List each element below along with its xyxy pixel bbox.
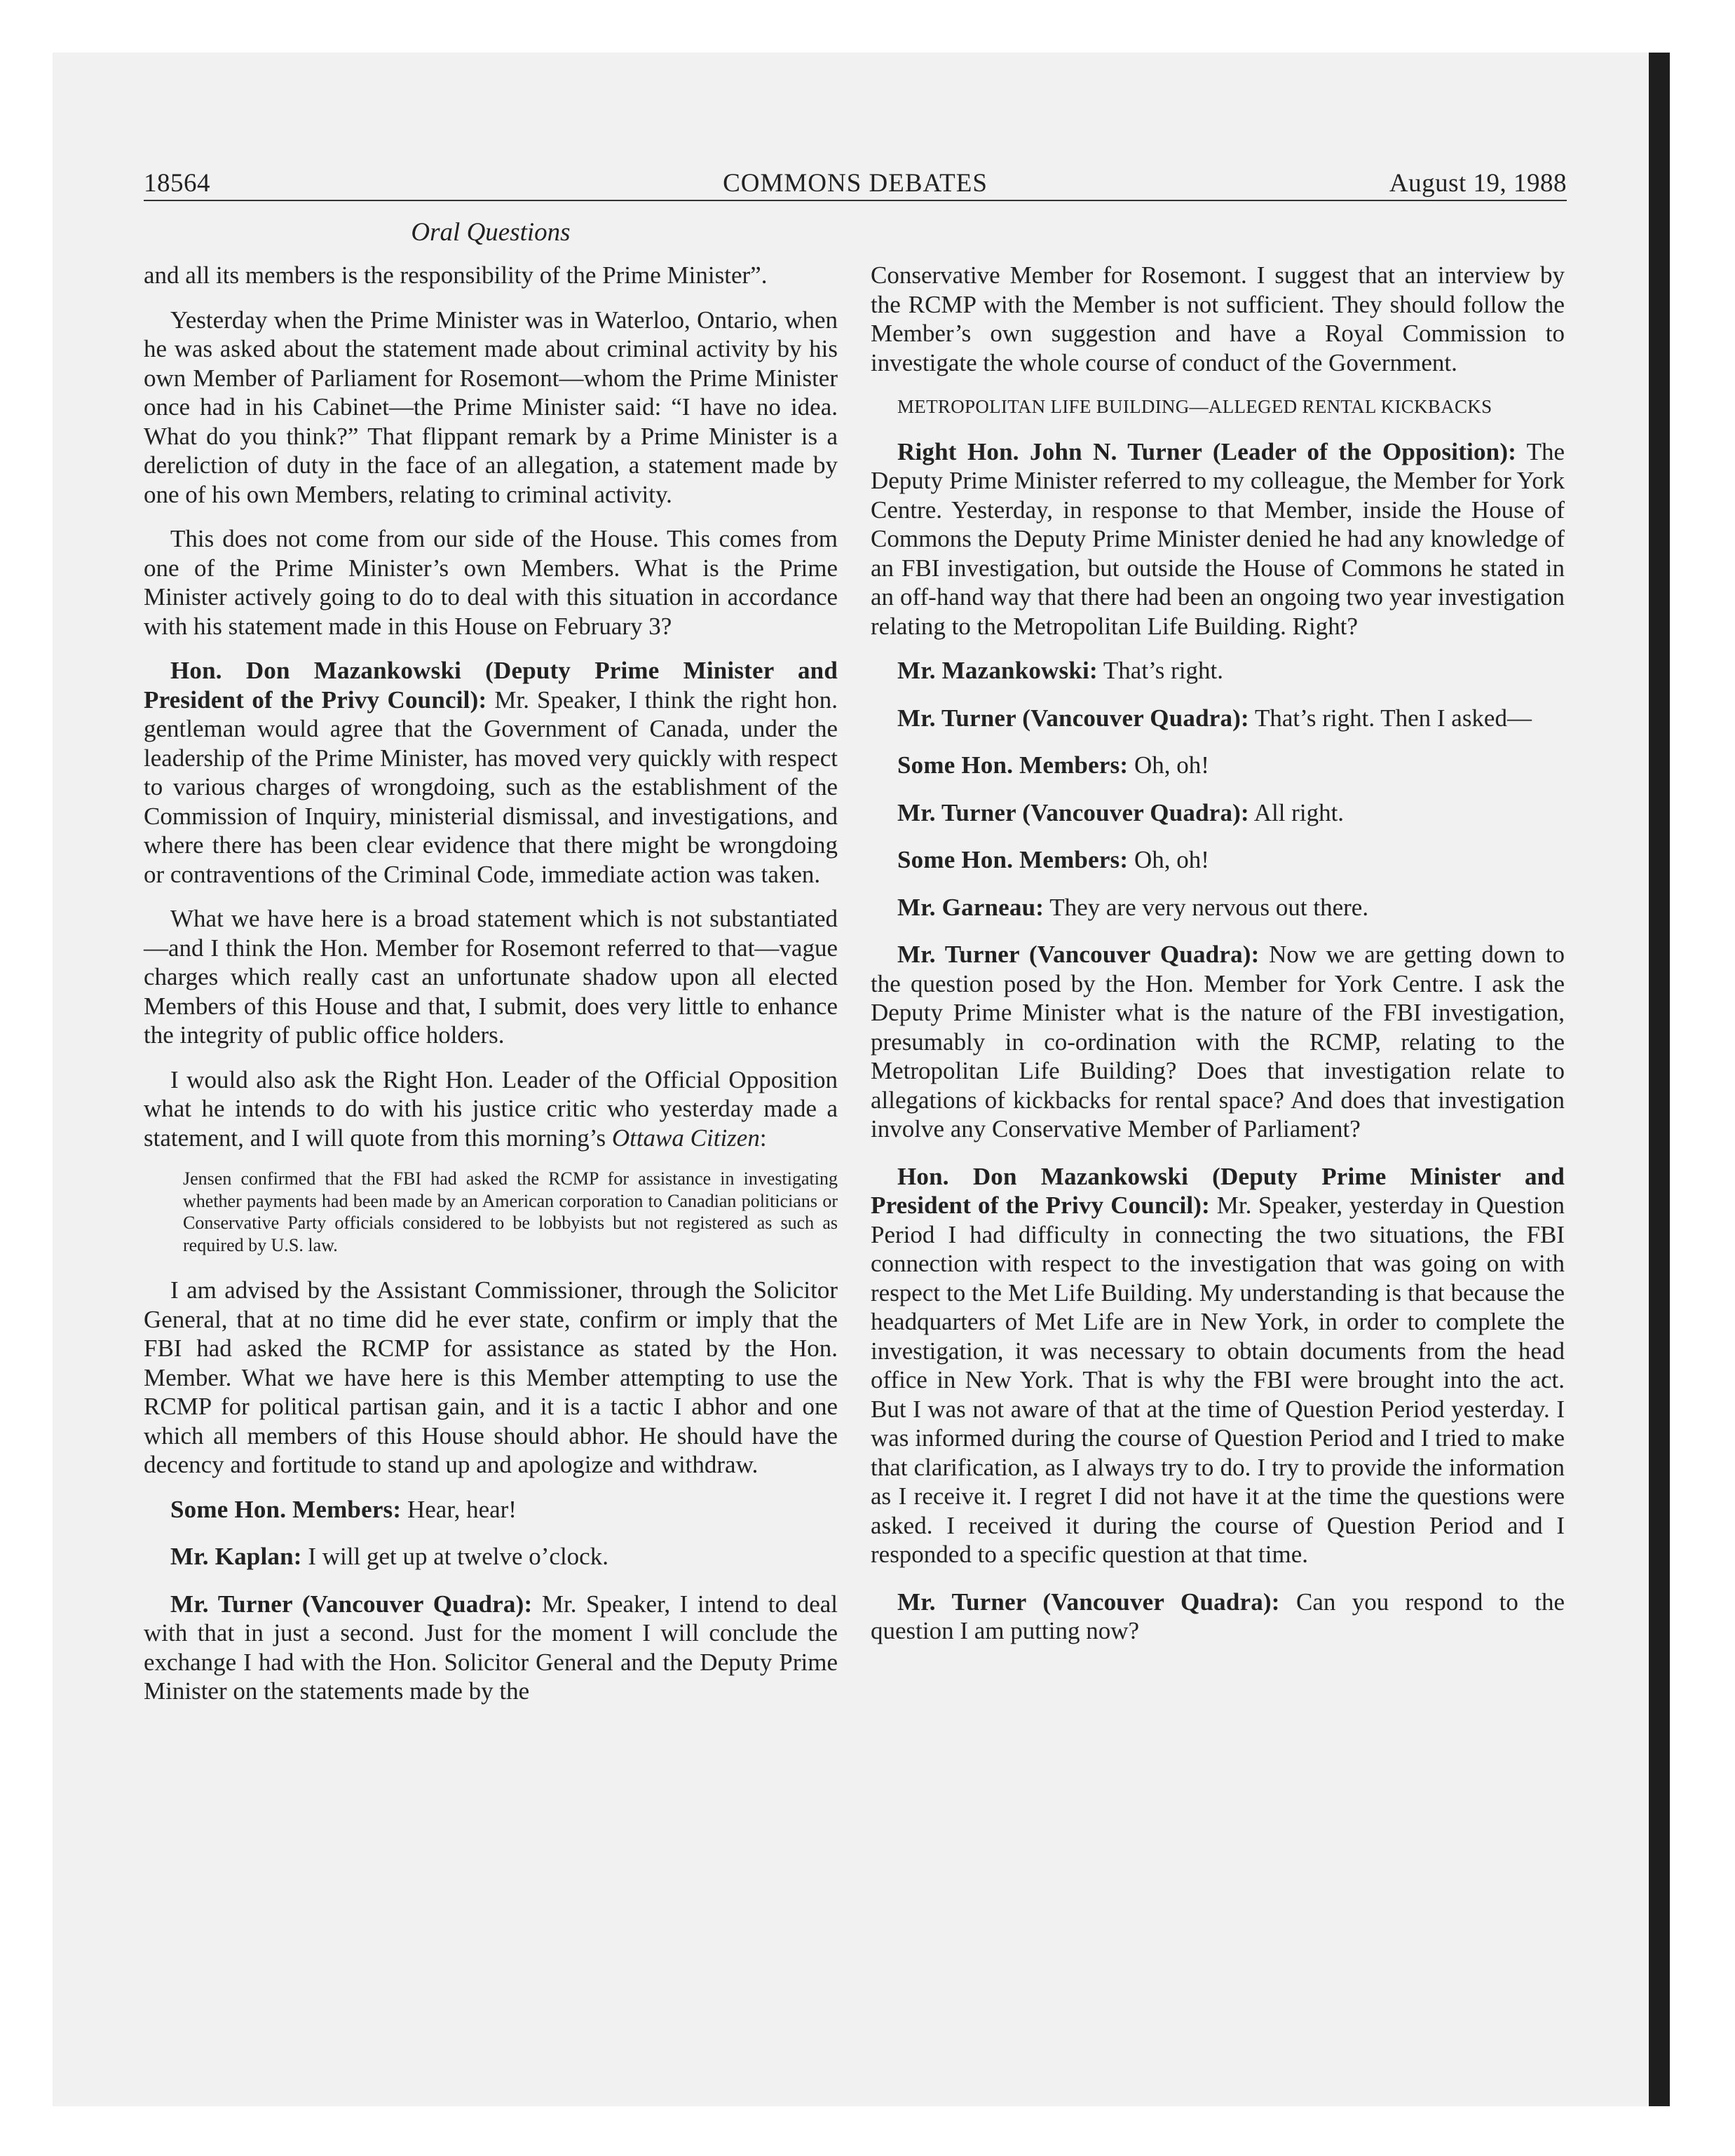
speech <box>871 751 1565 780</box>
speech <box>871 845 1565 875</box>
paragraph: This does not come from our side of the House. This comes from one of the Prime Minister’s own Members. What is the Prime Minister actively going to do to deal with this situation in accordance with his statement made in this House on February 3? <box>144 525 838 640</box>
speech-text: That’s right. <box>1097 657 1224 684</box>
paragraph: Conservative Member for Rosemont. I suggest that an interview by the RCMP with the Member is not sufficient. They should follow the Member’s own suggestion and have a Royal Commission to investigate the whole course of conduct of the Government. <box>871 261 1565 376</box>
speech-text: Now we are getting down to the question posed by the Hon. Member for York Centre. I ask the Deputy Prime Minister what is the nature of the FBI investigation, presumably in co-ordination with the RCMP, relating to the Metropolitan Life Building? Does that investigation relate to allegations of kickbacks for rental space? And does that investigation involve any Conservative Member of Parliament? <box>871 941 1565 1142</box>
speaker: Mr. Mazankowski: <box>897 657 1098 684</box>
speech-text: I will get up at twelve o’clock. <box>301 1543 608 1570</box>
speech <box>871 1588 1565 1646</box>
speech-text: All right. <box>1248 798 1345 826</box>
paragraph: What we have here is a broad statement which is not substantiated—and I think the Hon. Member for Rosemont referred to that—vague charges which really cast an unfortunate shadow upon all elected Members of this House and that, I submit, does very little to enhance the integrity of public office holders. <box>144 905 838 1049</box>
speech-text: Can you respond to the question I am putting now? <box>871 1588 1565 1644</box>
speaker: Mr. Turner (Vancouver Quadra): <box>897 704 1249 732</box>
speech <box>144 1495 838 1524</box>
punctuation: : <box>759 1124 767 1152</box>
speaker: Some Hon. Members: <box>897 846 1129 873</box>
speech-text: They are very nervous out there. <box>1044 893 1369 921</box>
speech <box>871 704 1565 733</box>
publication-date: August 19, 1988 <box>1389 169 1567 198</box>
paragraph: and all its members is the responsibility of the Prime Minister”. <box>144 261 768 289</box>
speech <box>144 656 838 889</box>
header-rule <box>144 200 1567 201</box>
speech <box>144 1590 838 1706</box>
scan-edge-bar <box>1649 53 1670 2106</box>
paragraph: I am advised by the Assistant Commissioner, through the Solicitor General, that at no time did he ever state, confirm or imply that the FBI had asked the RCMP for assistance as stated by the Hon. Member. What we have here is this Member attempting to use the RCMP for political partisan gain, and it is a tactic I abhor and one which all members of this House should abhor. He should have the decency and fortitude to stand up and apologize and withdraw. <box>144 1276 838 1478</box>
speaker: Mr. Turner (Vancouver Quadra): <box>170 1590 533 1618</box>
paragraph-text: I would also ask the Right Hon. Leader of the Official Opposition what he intends to do with his justice critic who yesterday made a statement, and I will quote from this morning’s <box>144 1065 838 1152</box>
paragraph <box>144 1065 838 1153</box>
speech-text: Hear, hear! <box>401 1495 517 1523</box>
speech <box>871 656 1565 685</box>
block-quote: Jensen confirmed that the FBI had asked the RCMP for assistance in investigating whether payments had been made by an American corporation to Canadian politicians or Conservative Party officials considered to be lobbyists but not registered as such as required by U.S. law. <box>183 1168 838 1255</box>
speaker: Mr. Garneau: <box>897 893 1045 921</box>
speech-text: Oh, oh! <box>1128 846 1209 873</box>
speaker: Mr. Turner (Vancouver Quadra): <box>897 941 1260 968</box>
speech <box>871 437 1565 641</box>
speaker: Some Hon. Members: <box>170 1495 402 1523</box>
speech <box>871 1162 1565 1569</box>
speaker: Hon. Don Mazankowski (Deputy Prime Minister and President of the Privy Council): <box>144 657 838 714</box>
speaker: Hon. Don Mazankowski (Deputy Prime Minister and President of the Privy Council): <box>871 1162 1565 1219</box>
section-title: Oral Questions <box>411 218 571 247</box>
speaker: Right Hon. John N. Turner (Leader of the Opposition): <box>897 437 1517 465</box>
subject-heading: METROPOLITAN LIFE BUILDING—ALLEGED RENTAL KICKBACKS <box>897 396 1492 417</box>
speech <box>871 940 1565 1144</box>
page-number: 18564 <box>144 169 210 198</box>
speaker: Some Hon. Members: <box>897 751 1129 779</box>
page-header <box>144 168 1567 203</box>
paragraph: Yesterday when the Prime Minister was in Waterloo, Ontario, when he was asked about the statement made about criminal activity by his own Member of Parliament for Rosemont—whom the Prime Minister once had in his Cabinet—the Prime Minister said: “I have no idea. What do you think?” That flippant remark by a Prime Minister is a dereliction of duty in the face of an allegation, a statement made by one of his own Members, relating to criminal activity. <box>144 306 838 508</box>
speech-text: Mr. Speaker, yesterday in Question Period I had difficulty in connecting the two situations, the FBI connection with respect to the investigation that was going on with respect to the Met Life Building. My understanding is that because the headquarters of Met Life are in New York, in order to complete the investigation, it was necessary to obtain documents from the head office in New York. That is why the FBI were brought into the act. But I was not aware of that at the time of Question Period yesterday. I was informed during the course of Question Period and I tried to make that clarification, as I always try to do. I try to provide the information as I receive it. I regret I did not have it at the time the questions were asked. I received it during the course of Question Period and I responded to a specific question at that time. <box>871 1192 1565 1568</box>
speech-text: Mr. Speaker, I think the right hon. gentleman would agree that the Government of Canada, under the leadership of the Prime Minister, has moved very quickly with respect to various charges of wrongdoing, such as the establishment of the Commission of Inquiry, ministerial dismissal, and investigations, and where there has been clear evidence that there might be wrongdoing or contraventions of the Criminal Code, immediate action was taken. <box>144 685 838 888</box>
speech <box>871 893 1565 922</box>
citation: Ottawa Citizen <box>611 1124 760 1152</box>
speech <box>871 798 1565 828</box>
speaker: Mr. Kaplan: <box>170 1543 302 1570</box>
speaker: Mr. Turner (Vancouver Quadra): <box>897 798 1249 826</box>
speech-text: That’s right. Then I asked— <box>1248 704 1532 732</box>
speaker: Mr. Turner (Vancouver Quadra): <box>897 1588 1280 1616</box>
speech-text: Oh, oh! <box>1128 751 1209 779</box>
speech <box>144 1542 838 1571</box>
speech-text: The Deputy Prime Minister referred to my colleague, the Member for York Centre. Yesterday, in response to that Member, inside the House of Commons the Deputy Prime Minister denied he had any knowledge of an FBI investigation, but outside the House of Commons he stated in an off-hand way that there had been an ongoing two year investigation relating to the Metropolitan Life Building. Right? <box>871 437 1565 640</box>
left-column <box>144 261 838 1721</box>
right-column <box>871 261 1565 1661</box>
publication-title: COMMONS DEBATES <box>723 169 988 198</box>
speech-text: Mr. Speaker, I intend to deal with that in just a second. Just for the moment I will conclude the exchange I had with the Hon. Solicitor General and the Deputy Prime Minister on the statements made by the <box>144 1590 838 1705</box>
